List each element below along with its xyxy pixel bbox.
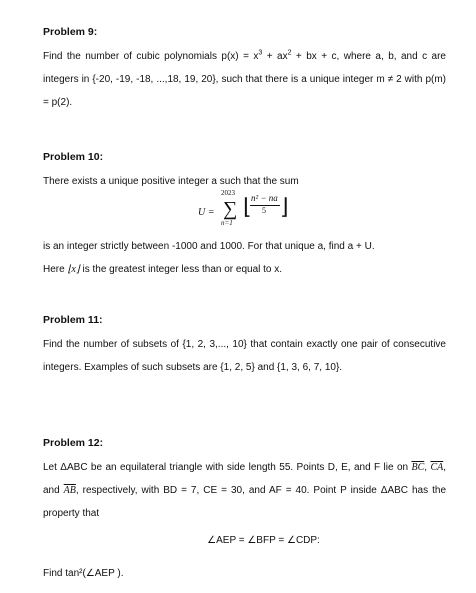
problem-11-text: Find the number of subsets of {1, 2, 3,..., 10} that contain exactly one pair of consecutive integers. Examples of such subsets are {1, 2, 5} and {1, 3, 6, 7, 10}. [43,339,446,373]
problem-9-text-part: + ax [262,51,288,62]
problem-12-text [43,456,446,525]
problem-12-heading: Problem 12: [43,437,104,449]
segment-ca: $\overline{CA}$ [430,462,444,473]
note-text: Here [43,264,68,275]
angle-equation: ∠AEP = ∠BFP = ∠CDP: [207,535,320,546]
problem-12-text-part: Let ΔABC be an equilateral triangle with side length 55. Points D, E, and F lie on [43,462,412,473]
problem-9-heading: Problem 9: [43,26,98,38]
problem-12-text-part: , respectively, with BD = 7, CE = 30, and AF = 40. Point P inside ΔABC has the property that [43,485,446,519]
sum-upper-limit: 2023 [221,189,235,197]
problem-9-text-part: + bx + c, where a, b, and c are integers in {-20, -19, -18, ...,18, 19, 20}, such that there is a unique integer m ≠ 2 with p(m) = p(2). [43,51,446,108]
sum-lower-limit: n=1 [221,219,233,227]
problem-10-intro: There exists a unique positive integer a such that the sum [43,176,299,187]
floor-notation: ⌊x⌋ [67,264,80,275]
fraction-numerator: n² − na [251,193,278,203]
problem-10 [43,150,446,281]
exponent: 2 [287,49,292,57]
exponent: 3 [258,49,263,57]
sigma-symbol: ∑ [223,198,238,220]
problem-10-body: is an integer strictly between -1000 and 1000. For that unique a, find a + U. [43,241,375,252]
problem-9-text [43,45,446,114]
problem-12-find: Find tan²(∠AEP ). [43,568,124,579]
floor-bracket-left: ⌊ [243,194,252,219]
summation-formula [43,189,446,235]
problem-12 [43,436,446,585]
problem-11 [43,313,446,379]
problem-10-heading: Problem 10: [43,151,104,163]
problem-9-text-part: Find the number of cubic polynomials p(x) = x [43,51,259,62]
note-text: is the greatest integer less than or equal to x. [79,264,283,275]
segment-bc: $\overline{BC}$ [411,462,425,473]
separator: , and [43,462,447,496]
separator: , [424,462,431,473]
fraction-denominator: 5 [262,206,266,215]
formula-lhs: U = [198,207,215,218]
problem-9 [43,25,446,114]
segment-ab: $\overline{AB}$ [63,485,76,496]
problem-11-heading: Problem 11: [43,314,103,326]
floor-bracket-right: ⌋ [280,194,289,219]
problem-10-note [43,258,446,281]
